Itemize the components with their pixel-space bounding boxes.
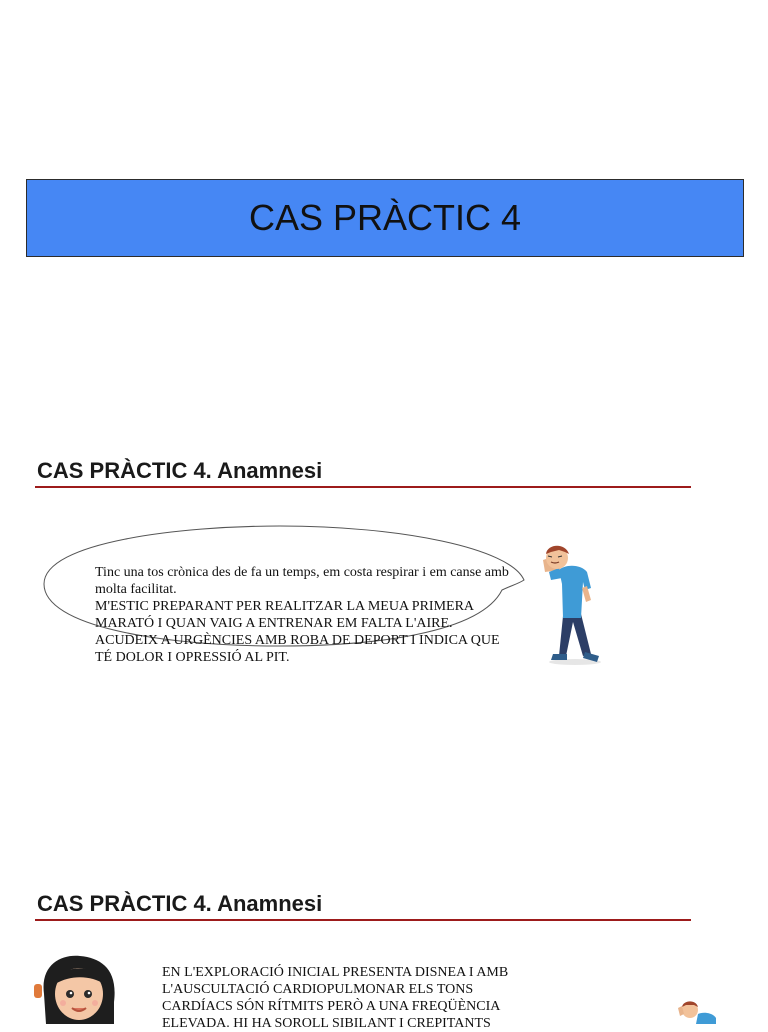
- speech-line-2: M'ESTIC PREPARANT PER REALITZAR LA MEUA PRIMERA MARATÓ I QUAN VAIG A ENTRENAR EM FALTA L'AIRE.: [95, 599, 474, 631]
- section-heading-1: CAS PRÀCTIC 4. Anamnesi: [37, 458, 323, 483]
- nurse-avatar-icon: [32, 954, 132, 1024]
- tired-runner-small-icon: [672, 996, 722, 1024]
- section-heading-2: CAS PRÀCTIC 4. Anamnesi: [37, 891, 323, 916]
- exploration-paragraph: EN L'EXPLORACIÓ INICIAL PRESENTA DISNEA I AMB L'AUSCULTACIÓ CARDIOPULMONAR ELS TONS CARDÍACS SÓN RÍTMITS PERÒ A UNA FREQÜÈNCIA ELEVADA. HI HA SOROLL SIBILANT I CREPITANTS: [162, 965, 509, 1031]
- speech-text: [95, 564, 515, 666]
- speech-line-1: Tinc una tos crònica des de fa un temps, em costa respirar i em canse amb molta facilitat.: [95, 565, 509, 597]
- section-divider-2: [35, 919, 691, 921]
- exploration-text: [162, 964, 542, 1032]
- title-banner: [26, 179, 744, 257]
- tired-runner-icon: [535, 542, 610, 666]
- section-divider-1: [35, 486, 691, 488]
- speech-line-3: ACUDEIX A URGÈNCIES AMB ROBA DE DEPORT I INDICA QUE TÉ DOLOR I OPRESSIÓ AL PIT.: [95, 633, 500, 665]
- slide-title: CAS PRÀCTIC 4: [248, 197, 522, 238]
